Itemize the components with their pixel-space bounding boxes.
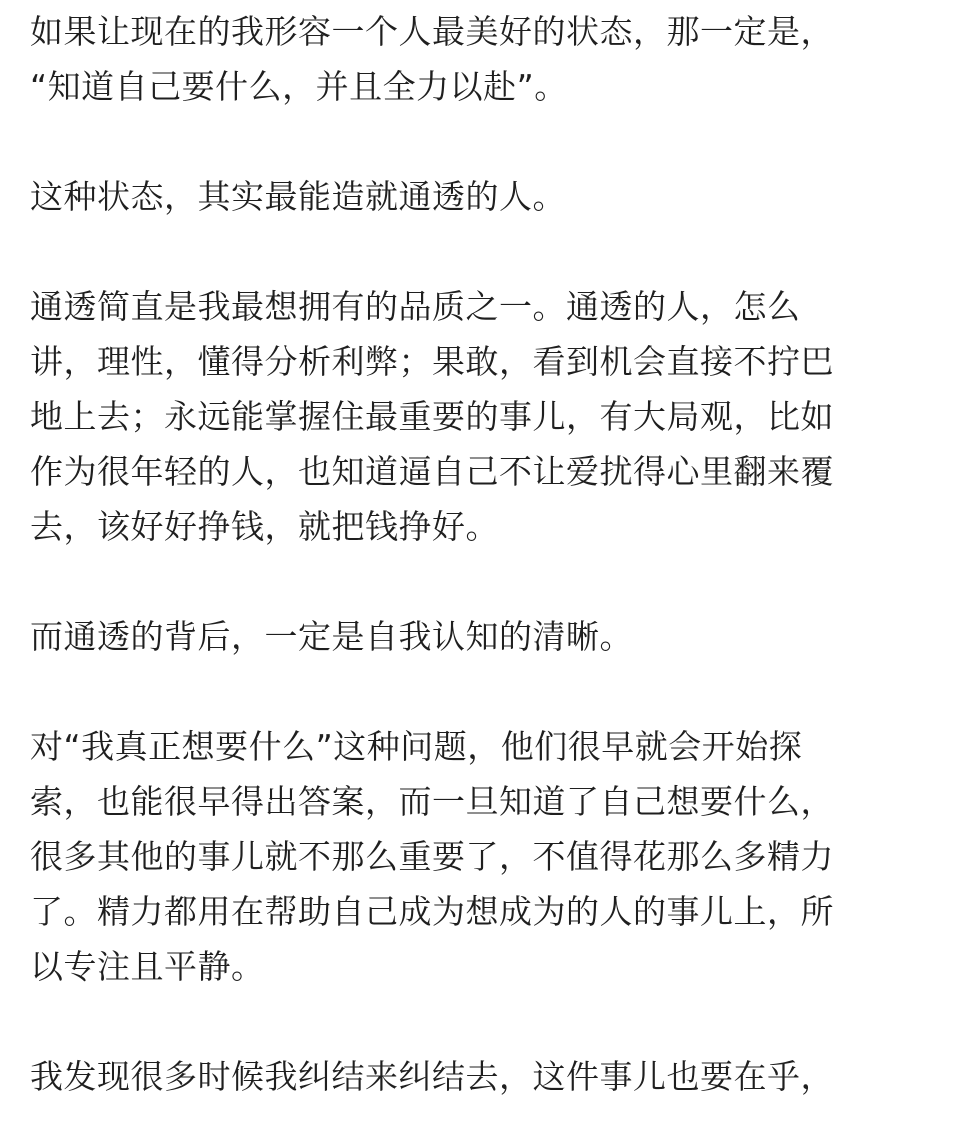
paragraph-gap <box>30 224 940 279</box>
text-line: “知道自己要什么，并且全力以赴”。 <box>30 67 568 106</box>
text-line: 而通透的背后，一定是自我认知的清晰。 <box>30 617 633 656</box>
text-line: 以专注且平静。 <box>30 947 265 986</box>
paragraph-gap <box>30 554 940 609</box>
paragraph <box>30 719 940 994</box>
text-line: 如果让现在的我形容一个人最美好的状态，那一定是， <box>30 12 834 51</box>
text-line: 了。精力都用在帮助自己成为想成为的人的事儿上，所 <box>30 892 834 931</box>
paragraph <box>30 609 940 664</box>
paragraph <box>30 1049 940 1104</box>
article-body <box>30 4 940 1104</box>
text-line: 对“我真正想要什么”这种问题，他们很早就会开始探 <box>30 727 803 766</box>
paragraph <box>30 4 940 114</box>
text-line: 作为很年轻的人，也知道逼自己不让爱扰得心里翻来覆 <box>30 452 834 491</box>
paragraph-gap <box>30 664 940 719</box>
text-line: 地上去；永远能掌握住最重要的事儿，有大局观，比如 <box>30 397 834 436</box>
paragraph-gap <box>30 994 940 1049</box>
text-line: 讲，理性，懂得分析利弊；果敢，看到机会直接不拧巴 <box>30 342 834 381</box>
text-line: 这种状态，其实最能造就通透的人。 <box>30 177 566 216</box>
paragraph-gap <box>30 114 940 169</box>
text-line: 索，也能很早得出答案，而一旦知道了自己想要什么， <box>30 782 834 821</box>
text-line: 去，该好好挣钱，就把钱挣好。 <box>30 507 499 546</box>
text-line: 通透简直是我最想拥有的品质之一。通透的人，怎么 <box>30 287 801 326</box>
paragraph <box>30 279 940 554</box>
text-line: 很多其他的事儿就不那么重要了，不值得花那么多精力 <box>30 837 834 876</box>
paragraph <box>30 169 940 224</box>
text-line: 我发现很多时候我纠结来纠结去，这件事儿也要在乎， <box>30 1057 834 1096</box>
